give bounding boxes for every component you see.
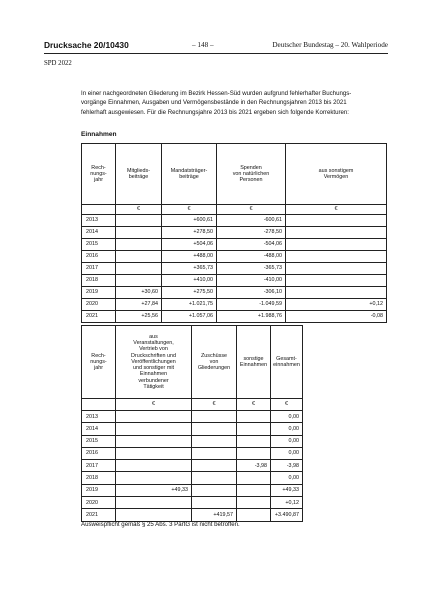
value-cell xyxy=(192,435,237,447)
value-cell xyxy=(192,460,237,472)
value-cell: +3.490,87 xyxy=(271,509,303,521)
value-cell xyxy=(192,484,237,496)
footnote: Ausweispflicht gemäß § 25 Abs. 3 PartG ist nicht betroffen. xyxy=(81,521,240,528)
value-cell: +1.021,75 xyxy=(162,298,217,310)
party-year-label: SPD 2022 xyxy=(44,60,72,67)
column-header: Rech- nungs- jahr xyxy=(82,326,116,399)
value-cell xyxy=(286,274,387,286)
value-cell: +419,57 xyxy=(192,509,237,521)
value-cell xyxy=(116,472,192,484)
value-cell: -410,00 xyxy=(217,274,286,286)
table-header-row xyxy=(82,144,387,205)
value-cell: +0,12 xyxy=(271,497,303,509)
column-header: Spenden von natürlichen Personen xyxy=(217,144,286,205)
value-cell: 0,00 xyxy=(271,423,303,435)
value-cell xyxy=(192,411,237,423)
column-header: Gesamt- einnahmen xyxy=(271,326,303,399)
value-cell xyxy=(116,226,162,238)
table-row xyxy=(82,497,303,509)
value-cell: -306,10 xyxy=(217,286,286,298)
value-cell: -1.049,59 xyxy=(217,298,286,310)
value-cell: +365,73 xyxy=(162,262,217,274)
value-cell xyxy=(116,214,162,226)
value-cell xyxy=(286,250,387,262)
value-cell: +30,60 xyxy=(116,286,162,298)
table-header-row xyxy=(82,326,303,399)
intro-line: In einer nachgeordneten Gliederung im Bezirk Hessen-Süd wurden aufgrund fehlerhafter Buchungs- xyxy=(81,90,352,97)
page-header xyxy=(44,40,388,52)
value-cell: -365,73 xyxy=(217,262,286,274)
value-cell xyxy=(237,509,271,521)
year-cell: 2020 xyxy=(82,497,116,509)
table-row xyxy=(82,214,387,226)
table-row xyxy=(82,298,387,310)
value-cell xyxy=(237,484,271,496)
value-cell xyxy=(237,435,271,447)
value-cell xyxy=(286,226,387,238)
currency-cell: € xyxy=(116,399,192,411)
value-cell: +275,50 xyxy=(162,286,217,298)
income-table-2 xyxy=(81,325,303,522)
year-cell: 2014 xyxy=(82,226,116,238)
year-cell: 2017 xyxy=(82,262,116,274)
value-cell xyxy=(192,497,237,509)
table-row xyxy=(82,423,303,435)
value-cell: +410,00 xyxy=(162,274,217,286)
value-cell: -600,61 xyxy=(217,214,286,226)
table-row xyxy=(82,274,387,286)
value-cell: +49,33 xyxy=(271,484,303,496)
year-cell: 2015 xyxy=(82,238,116,250)
year-cell: 2014 xyxy=(82,423,116,435)
year-cell: 2021 xyxy=(82,509,116,521)
year-cell: 2020 xyxy=(82,298,116,310)
publisher-line: Deutscher Bundestag – 20. Wahlperiode xyxy=(272,41,388,49)
table-row xyxy=(82,509,303,521)
value-cell: +1.057,06 xyxy=(162,310,217,322)
currency-cell: € xyxy=(192,399,237,411)
currency-cell: € xyxy=(271,399,303,411)
value-cell: -488,00 xyxy=(217,250,286,262)
column-header: Rech- nungs- jahr xyxy=(82,144,116,205)
currency-row xyxy=(82,399,303,411)
table-row xyxy=(82,226,387,238)
value-cell xyxy=(116,423,192,435)
value-cell xyxy=(237,472,271,484)
year-cell: 2015 xyxy=(82,435,116,447)
year-cell: 2018 xyxy=(82,472,116,484)
column-header: Mitglieds- beiträge xyxy=(116,144,162,205)
value-cell xyxy=(286,214,387,226)
currency-cell: € xyxy=(237,399,271,411)
value-cell xyxy=(116,238,162,250)
value-cell: -3,98 xyxy=(237,460,271,472)
document-number: Drucksache 20/10430 xyxy=(44,40,129,50)
value-cell: 0,00 xyxy=(271,472,303,484)
value-cell xyxy=(192,472,237,484)
value-cell: +504,06 xyxy=(162,238,217,250)
value-cell: +1.988,76 xyxy=(217,310,286,322)
currency-cell: € xyxy=(116,205,162,215)
income-table-1 xyxy=(81,143,387,323)
year-cell: 2018 xyxy=(82,274,116,286)
value-cell xyxy=(286,286,387,298)
value-cell: +600,61 xyxy=(162,214,217,226)
value-cell xyxy=(286,238,387,250)
currency-row xyxy=(82,205,387,215)
year-cell: 2016 xyxy=(82,250,116,262)
table-row xyxy=(82,484,303,496)
value-cell xyxy=(192,423,237,435)
table-row xyxy=(82,238,387,250)
table-row xyxy=(82,250,387,262)
intro-line: fehlerhaft ausgewiesen. Für die Rechnungsjahre 2013 bis 2021 ergeben sich folgende Korrekturen: xyxy=(81,108,349,116)
value-cell: 0,00 xyxy=(271,435,303,447)
value-cell xyxy=(237,497,271,509)
value-cell: 0,00 xyxy=(271,411,303,423)
table-row xyxy=(82,411,303,423)
value-cell: -0,08 xyxy=(286,310,387,322)
year-cell: 2019 xyxy=(82,286,116,298)
value-cell: 0,00 xyxy=(271,447,303,459)
table-row xyxy=(82,262,387,274)
column-header: aus Veranstaltungen, Vertrieb von Druckschriften und Veröffentlichungen und sonstiger mit Einnahmen verbundener Tätigkeit xyxy=(116,326,192,399)
currency-cell: € xyxy=(286,205,387,215)
value-cell: +25,56 xyxy=(116,310,162,322)
page-number: – 148 – xyxy=(192,41,214,49)
value-cell: +27,84 xyxy=(116,298,162,310)
value-cell: +0,12 xyxy=(286,298,387,310)
value-cell xyxy=(286,262,387,274)
year-cell: 2013 xyxy=(82,214,116,226)
currency-cell: € xyxy=(217,205,286,215)
value-cell xyxy=(116,460,192,472)
year-cell: 2021 xyxy=(82,310,116,322)
table-row xyxy=(82,310,387,322)
table-row xyxy=(82,286,387,298)
value-cell: -3,98 xyxy=(271,460,303,472)
year-cell: 2019 xyxy=(82,484,116,496)
table-row xyxy=(82,435,303,447)
column-header: sonstige Einnahmen xyxy=(237,326,271,399)
section-title: Einnahmen xyxy=(81,131,117,138)
table-row xyxy=(82,472,303,484)
value-cell xyxy=(116,274,162,286)
column-header: Zuschüsse von Gliederungen xyxy=(192,326,237,399)
value-cell xyxy=(116,509,192,521)
currency-cell xyxy=(82,205,116,215)
table-row xyxy=(82,447,303,459)
intro-paragraph xyxy=(81,89,385,117)
value-cell: +488,00 xyxy=(162,250,217,262)
value-cell xyxy=(237,411,271,423)
value-cell: +278,50 xyxy=(162,226,217,238)
value-cell: +49,33 xyxy=(116,484,192,496)
value-cell xyxy=(116,250,162,262)
value-cell: -278,50 xyxy=(217,226,286,238)
year-cell: 2013 xyxy=(82,411,116,423)
value-cell xyxy=(116,411,192,423)
value-cell xyxy=(116,262,162,274)
intro-line: vorgänge Einnahmen, Ausgaben und Vermögensbestände in den Rechnungsjahren 2013 bis 2021 xyxy=(81,99,347,107)
column-header: Mandatsträger- beiträge xyxy=(162,144,217,205)
value-cell xyxy=(116,435,192,447)
year-cell: 2017 xyxy=(82,460,116,472)
year-cell: 2016 xyxy=(82,447,116,459)
currency-cell xyxy=(82,399,116,411)
value-cell xyxy=(192,447,237,459)
header-rule xyxy=(44,53,388,54)
value-cell xyxy=(116,447,192,459)
currency-cell: € xyxy=(162,205,217,215)
value-cell: -504,06 xyxy=(217,238,286,250)
column-header: aus sonstigem Vermögen xyxy=(286,144,387,205)
value-cell xyxy=(116,497,192,509)
value-cell xyxy=(237,423,271,435)
value-cell xyxy=(237,447,271,459)
table-row xyxy=(82,460,303,472)
